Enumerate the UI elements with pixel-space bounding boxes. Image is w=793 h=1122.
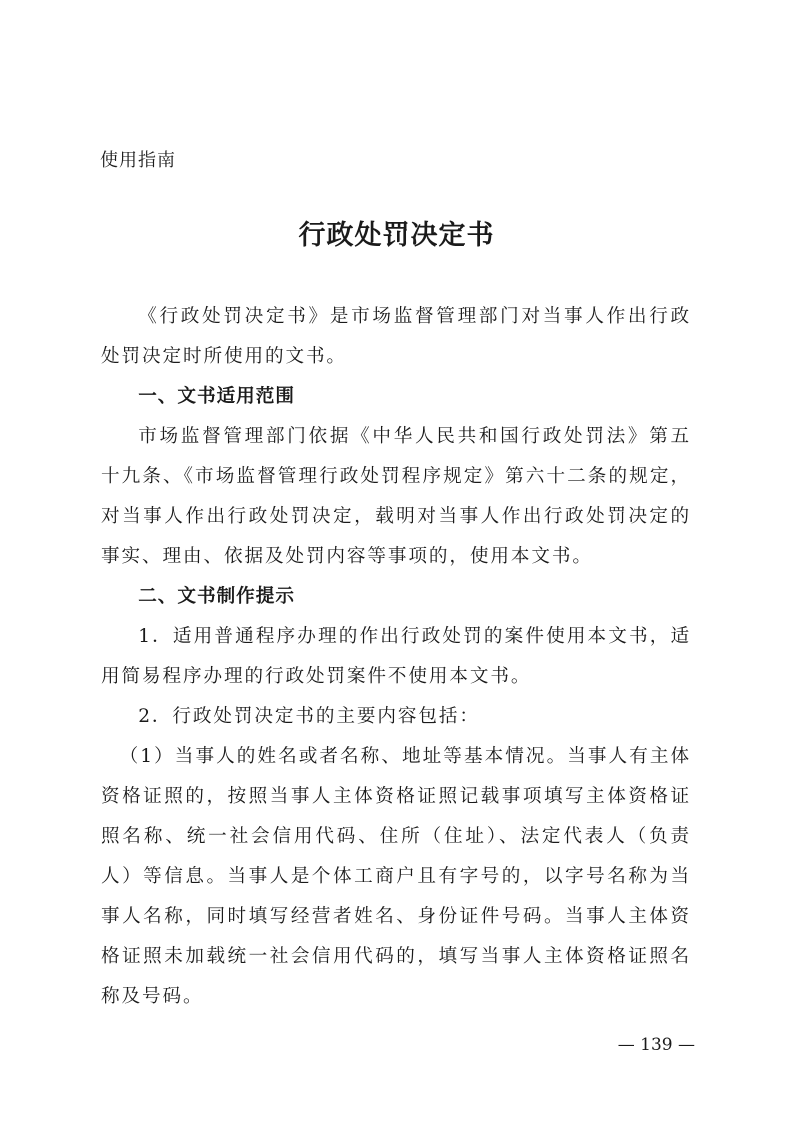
scope-paragraph: 市场监督管理部门依据《中华人民共和国行政处罚法》第五十九条、《市场监督管理行政处罚程序规定》第六十二条的规定，对当事人作出行政处罚决定，载明对当事人作出行政处罚决定的事实、理由、依据及处罚内容等事项的，使用本文书。 bbox=[101, 426, 691, 567]
document-title: 行政处罚决定书 bbox=[298, 220, 495, 251]
section-header: 使用指南 bbox=[100, 150, 176, 171]
tip-item-1: 1．适用普通程序办理的作出行政处罚的案件使用本文书，适用简易程序办理的行政处罚案件不使用本文书。 bbox=[101, 626, 691, 687]
tip-item-2: 2．行政处罚决定书的主要内容包括： bbox=[138, 706, 480, 727]
section-heading-scope: 一、文书适用范围 bbox=[138, 386, 295, 407]
intro-paragraph: 《行政处罚决定书》是市场监督管理部门对当事人作出行政处罚决定时所使用的文书。 bbox=[101, 306, 691, 367]
page-number: — 139 — bbox=[617, 1035, 695, 1055]
document-body bbox=[101, 297, 691, 1017]
tip-item-2-sub-1: （1）当事人的姓名或者名称、地址等基本情况。当事人有主体资格证照的，按照当事人主体资格证照记载事项填写主体资格证照名称、统一社会信用代码、住所（住址）、法定代表人（负责人）等信息。当事人是个体工商户且有字号的，以字号名称为当事人名称，同时填写经营者姓名、身份证件号码。当事人主体资格证照未加载统一社会信用代码的，填写当事人主体资格证照名称及号码。 bbox=[101, 746, 691, 1007]
section-heading-tips: 二、文书制作提示 bbox=[138, 586, 295, 607]
